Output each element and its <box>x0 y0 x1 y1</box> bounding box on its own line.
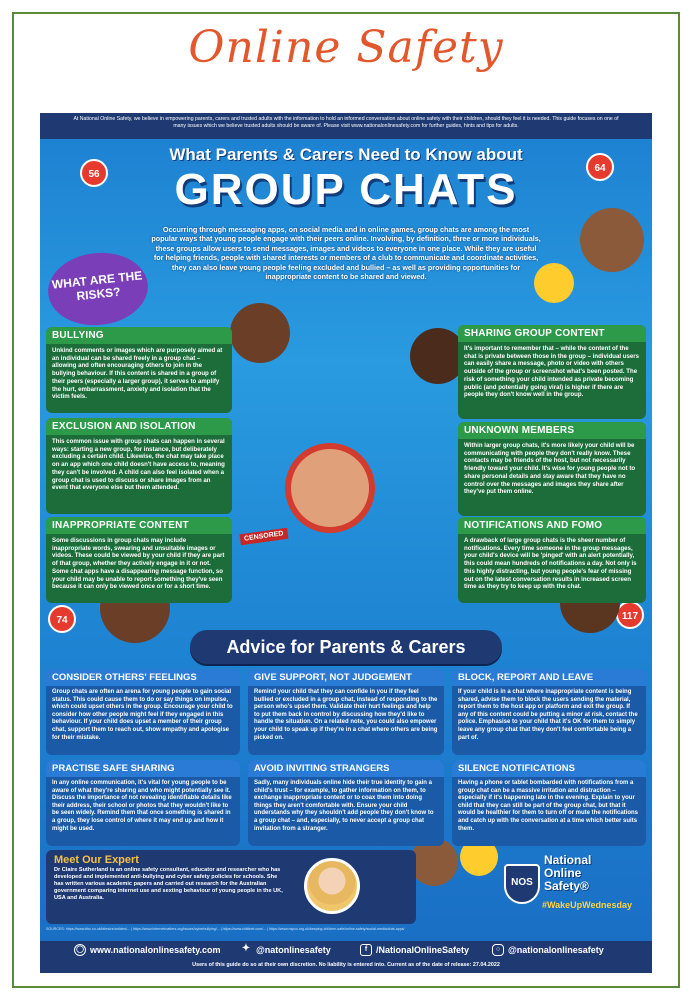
worried-boy-illustration <box>285 443 375 533</box>
advice-title: CONSIDER OTHERS' FEELINGS <box>46 669 240 686</box>
nos-shield-logo-icon: NOS <box>504 864 540 904</box>
facebook-icon: f <box>360 944 372 956</box>
risk-title: NOTIFICATIONS AND FOMO <box>458 517 646 534</box>
risk-body: Some discussions in group chats may include inappropriate words, swearing and unsuitable images or videos. These could be viewed by your child if they are part of that group, whether they actively engage in it or not. Some chat apps have a disappearing message function, so your child may be unable to report something they've seen because it can only be viewed once or for a short time. <box>52 537 225 591</box>
risks-label: WHAT ARE THE RISKS? <box>45 248 152 330</box>
advice-block-report-leave <box>452 669 646 755</box>
advice-title: PRACTISE SAFE SHARING <box>46 760 240 777</box>
risk-sharing-group-content <box>458 325 646 419</box>
twitter-icon: ✦ <box>241 943 251 954</box>
advice-give-support <box>248 669 444 755</box>
laughing-character-illustration <box>230 303 290 363</box>
notification-badge-64: 64 <box>586 153 614 181</box>
risk-body: Within larger group chats, it's more likely your child will be communicating with people they don't really know. These contacts may be friends of the host, but not necessarily friendly toward your child. It's wise for young people not to share personal details and stay aware that they have no control over the messages and images they share after they've put them online. <box>464 442 636 496</box>
advice-silence-notifications <box>452 760 646 846</box>
brand-block <box>502 850 646 924</box>
intro-description: Occurring through messaging apps, on social media and in online games, group chats are among the most popular ways that young people engage with their peers online. Involving, by definition, three or more individuals, these groups allow users to send messages, images and videos to everyone in one place. While they are useful for helping friends, people with shared interests or members of a club to communicate and coordinate activities, they can also leave young people feeling excluded and bullied – as well as providing opportunities for inappropriate content to be shared and viewed. <box>151 225 541 282</box>
risk-body: Unkind comments or images which are purposely aimed at an individual can be shared freely in a group chat – allowing and often encouraging others to join in the bullying behaviour. If this content is shared in a group of their peers (especially a larger group), it serves to amplify the hurt, embarrassment, anxiety and isolation that the victim feels. <box>52 347 223 401</box>
notification-badge-117: 117 <box>616 601 644 629</box>
advice-body: In any online communication, it's vital for young people to be aware of what they're sharing and who might potentially see it. Discuss the importance of not revealing identifiable details like their address, their school or photos that they wouldn't like to be seen widely. Remind them that once something is shared in a group, they lose control of where it may end up and how it might be used. <box>52 780 232 832</box>
teen-character-illustration <box>580 208 644 272</box>
brand-name-line: Safety® <box>544 879 589 893</box>
advice-title: BLOCK, REPORT AND LEAVE <box>452 669 646 686</box>
advice-body: If your child is in a chat where inappropriate content is being shared, advise them to block the users sending the material, report them to the host app or platform and exit the group. If any of this content could be putting a minor at risk, contact the police. Emphasise to your child that it's OK for them to simply leave any group chat that they don't feel comfortable being a part of. <box>458 689 638 741</box>
facebook-text: /NationalOnlineSafety <box>376 945 470 955</box>
heading-main: GROUP CHATS <box>174 165 518 214</box>
instagram-icon: ○ <box>492 944 504 956</box>
sources-line: SOURCES: https://www.bbc.co.uk/bitesize/articles/... | https://www.internetmatters.org/issues/cyberbullying/... | https://www.childnet.com/... | https://www.nspcc.org.uk/keeping-children-safe/online-safety/social-media/chat-apps/ <box>46 927 405 931</box>
footer-twitter-link[interactable] <box>240 944 331 956</box>
risk-title: INAPPROPRIATE CONTENT <box>46 517 232 534</box>
brand-name <box>544 854 591 893</box>
footer-website-link[interactable] <box>74 944 221 956</box>
censored-label: CENSORED <box>239 528 288 546</box>
risk-title: SHARING GROUP CONTENT <box>458 325 646 342</box>
risk-title: BULLYING <box>46 327 232 344</box>
advice-body: Group chats are often an arena for young people to gain social status. This could cause them to do or say things on impulse, which could upset others in the group. Encourage your child to consider how other people might feel if they engaged in this behaviour. If your child does upset a member of their group chat, support them to reach out, show empathy and apologise for their mistake. <box>52 689 233 741</box>
infographic-poster <box>40 113 652 941</box>
advice-title: SILENCE NOTIFICATIONS <box>452 760 646 777</box>
advice-consider-feelings <box>46 669 240 755</box>
footer-bar <box>40 941 652 973</box>
advice-safe-sharing <box>46 760 240 846</box>
hashtag: #WakeUpWednesday <box>542 900 633 910</box>
risk-title: EXCLUSION AND ISOLATION <box>46 418 232 435</box>
page-title: Online Safety <box>188 22 504 73</box>
heading-subtitle: What Parents & Carers Need to Know about <box>169 145 523 164</box>
advice-heading: Advice for Parents & Carers <box>190 630 502 664</box>
expert-panel <box>46 850 416 924</box>
advice-avoid-strangers <box>248 760 444 846</box>
advice-body: Having a phone or tablet bombarded with notifications from a group chat can be a massive irritation and distraction – especially if it's happening late in the evening. Explain to your child that they can still be part of the group chat, but that it would be healthier for them to turn off or mute the notifications and catch up with the conversation at a time which better suits them. <box>458 780 638 832</box>
notification-badge-74: 74 <box>48 605 76 633</box>
footer-facebook-link[interactable] <box>360 944 469 956</box>
advice-body: Remind your child that they can confide in you if they feel bullied or excluded in a group chat, instead of responding to the person who's upset them. Validate their hurt feelings and help to put them back in control by discussing how they'd like to handle the situation. On a related note, you could also empower your child to speak up if they're in a chat where others are being picked on. <box>254 689 438 741</box>
risk-title: UNKNOWN MEMBERS <box>458 422 646 439</box>
instagram-text: @nationalonlinesafety <box>508 945 604 955</box>
risk-body: This common issue with group chats can happen in several ways: starting a new group, for instance, but deliberately excluding a certain child. Likewise, the chat may take place on an app which one child doesn't have access to, meaning they can't be involved. A child can also feel isolated when a group chat is used to discuss or share images from an event that everyone else but them attended. <box>52 438 225 492</box>
advice-body: Sadly, many individuals online hide their true identity to gain a child's trust – for example, to gather information on them, to exchange inappropriate content or to coax them into doing things they aren't comfortable with. Ensure your child understands why they shouldn't add people they don't know to a group chat – and, especially, to never accept a group chat invitation from a stranger. <box>254 780 434 832</box>
risk-body: A drawback of large group chats is the sheer number of notifications. Every time someone in the group messages, your child's device will be 'pinged' with an alert potentially, this could mean hundreds of notifications a day. Not only is this highly distracting, but young people's fear of missing out on the latest conversation results in increased screen time as they try to keep up with the chat. <box>464 537 637 591</box>
expert-avatar <box>304 858 360 914</box>
brand-name-line: Online <box>544 866 582 880</box>
advice-title: GIVE SUPPORT, NOT JUDGEMENT <box>248 669 444 686</box>
expert-title: Meet Our Expert <box>54 854 139 866</box>
risk-body: It's important to remember that – while the content of the chat is private between those in the group – individual users can easily share a message, photo or video with others outside of the group or screenshot what's been posted. The risk of something your child intended as private becoming public (and potentially going viral) is higher if there are people they don't know well in the group. <box>464 345 640 399</box>
twitter-text: @natonlinesafety <box>256 945 331 955</box>
risk-unknown-members <box>458 422 646 516</box>
website-text: www.nationalonlinesafety.com <box>90 945 221 955</box>
globe-icon: ◯ <box>74 944 86 956</box>
risk-notifications-fomo <box>458 517 646 603</box>
risk-bullying <box>46 327 232 413</box>
risk-inappropriate-content <box>46 517 232 603</box>
expert-bio: Dr Claire Sutherland is an online safety consultant, educator and researcher who has developed and implemented anti-bullying and cyber safety policies for schools. She has written various academic papers and carried out research for the Australian government comparing internet use and sexting behaviour of young people in the UK, USA and Australia. <box>54 867 283 901</box>
risk-exclusion-isolation <box>46 418 232 514</box>
footer-instagram-link[interactable] <box>492 944 604 956</box>
notification-badge-56: 56 <box>80 159 108 187</box>
advice-title: AVOID INVITING STRANGERS <box>248 760 444 777</box>
brand-name-line: National <box>544 853 592 867</box>
intro-text: At National Online Safety, we believe in empowering parents, carers and trusted adults with the information to hold an informed conversation about online safety with their children, should they feel it is needed. This guide focuses on one of many issues which we believe trusted adults should be aware of. Please visit www.nationalonlinesafety.com for further guides, hints and tips for adults. <box>40 113 652 139</box>
footer-disclaimer: Users of this guide do so at their own discretion. No liability is entered into. Current as of the date of release: 27.04.2022 <box>192 962 500 968</box>
